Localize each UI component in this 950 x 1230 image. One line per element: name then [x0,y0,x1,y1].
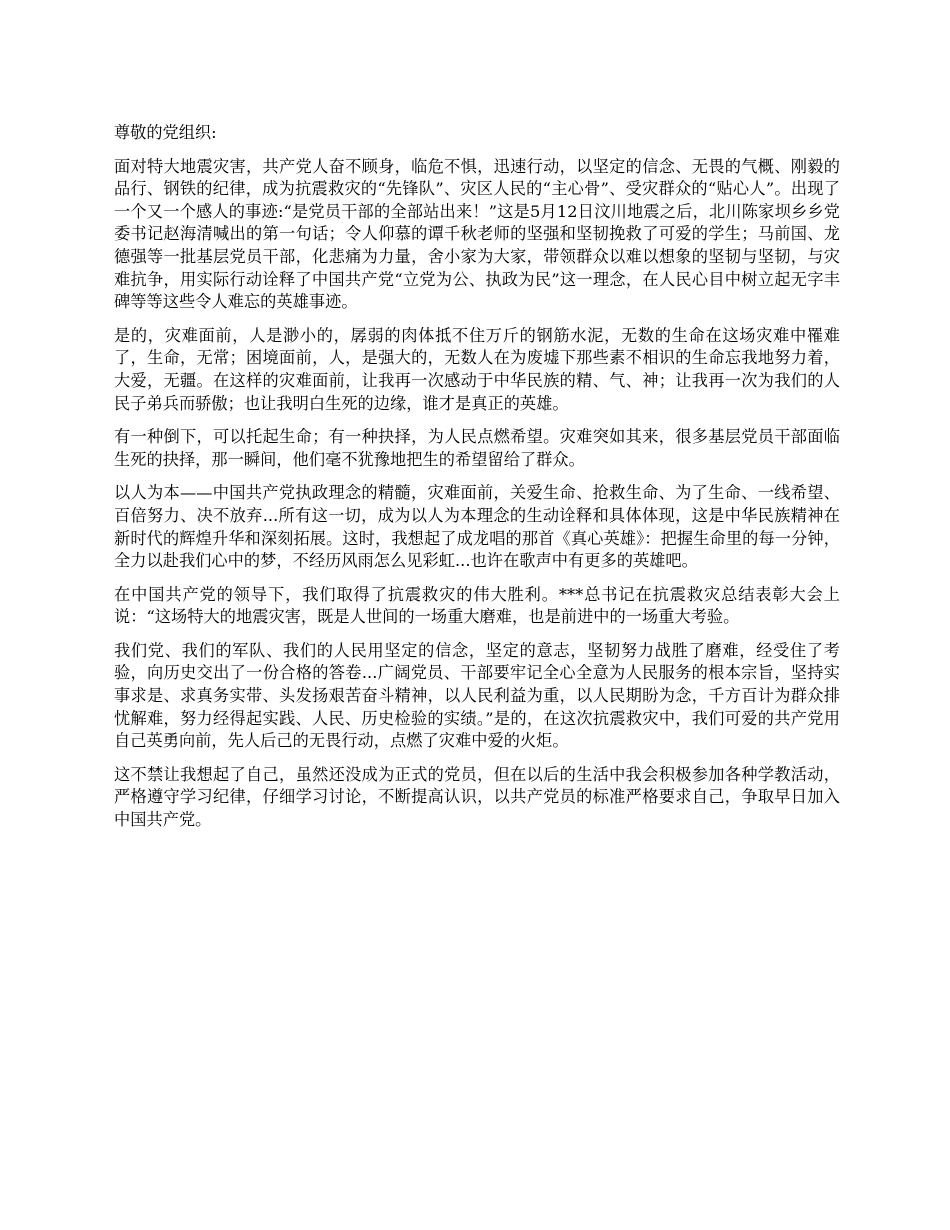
paragraph-3: 有一种倒下，可以托起生命；有一种抉择，为人民点燃希望。灾难突如其来，很多基层党员干部面临生死的抉择，那一瞬间，他们毫不犹豫地把生的希望留给了群众。 [114,427,840,469]
paragraph-6: 我们党、我们的军队、我们的人民用坚定的信念，坚定的意志，坚韧努力战胜了磨难，经受住了考验，向历史交出了一份合格的答卷...广阔党员、干部要牢记全心全意为人民服务的根本宗旨，坚持实事求是、求真务实带、头发扬艰苦奋斗精神，以人民利益为重，以人民期盼为念，千方百计为群众排忧解难，努力经得起实践、人民、历史检验的实绩。”是的，在这次抗震救灾中，我们可爱的共产党用自己英勇向前，先人后己的无畏行动，点燃了灾难中爱的火炬。 [114,640,840,751]
document-body [114,122,840,843]
paragraph-1: 面对特大地震灾害，共产党人奋不顾身，临危不惧，迅速行动，以坚定的信念、无畏的气概、刚毅的品行、钢铁的纪律，成为抗震救灾的“先锋队”、灾区人民的“主心骨”、受灾群众的“贴心人”。出现了一个又一个感人的事迹:“是党员干部的全部站出来！”这是5月12日汶川地震之后，北川陈家坝乡乡党委书记赵海清喊出的第一句话；令人仰慕的谭千秋老师的坚强和坚韧挽救了可爱的学生；马前国、龙德强等一批基层党员干部，化悲痛为力量，舍小家为大家，带领群众以难以想象的坚韧与坚韧，与灾难抗争，用实际行动诠释了中国共产党“立党为公、执政为民”这一理念，在人民心目中树立起无字丰碑等等这些令人难忘的英雄事迹。 [114,156,840,312]
salutation: 尊敬的党组织: [114,123,217,142]
paragraph-5: 在中国共产党的领导下，我们取得了抗震救灾的伟大胜利。***总书记在抗震救灾总结表彰大会上说：“这场特大的地震灾害，既是人世间的一场重大磨难，也是前进中的一场重大考验。 [114,584,840,627]
paragraph-4: 以人为本——中国共产党执政理念的精髓，灾难面前，关爱生命、抢救生命、为了生命、一线希望、百倍努力、决不放弃...所有这一切，成为以人为本理念的生动诠释和具体体现，这是中华民族精神在新时代的辉煌升华和深刻拓展。这时，我想起了成龙唱的那首《真心英雄》：把握生命里的每一分钟，全力以赴我们心中的梦，不经历风雨怎么见彩虹...也许在歌声中有更多的英雄吧。 [114,483,840,571]
paragraph-2: 是的，灾难面前，人是渺小的，孱弱的肉体抵不住万斤的钢筋水泥，无数的生命在这场灾难中罹难了，生命，无常；困境面前，人，是强大的，无数人在为废墟下那些素不相识的生命忘我地努力着，大爱，无疆。在这样的灾难面前，让我再一次感动于中华民族的精、气、神；让我再一次为我们的人民子弟兵而骄傲；也让我明白生死的边缘，谁才是真正的英雄。 [114,325,840,413]
paragraph-7: 这不禁让我想起了自己，虽然还没成为正式的党员，但在以后的生活中我会积极参加各种学教活动，严格遵守学习纪律，仔细学习讨论，不断提高认识，以共产党员的标准严格要求自己，争取早日加入中国共产党。 [114,764,840,830]
